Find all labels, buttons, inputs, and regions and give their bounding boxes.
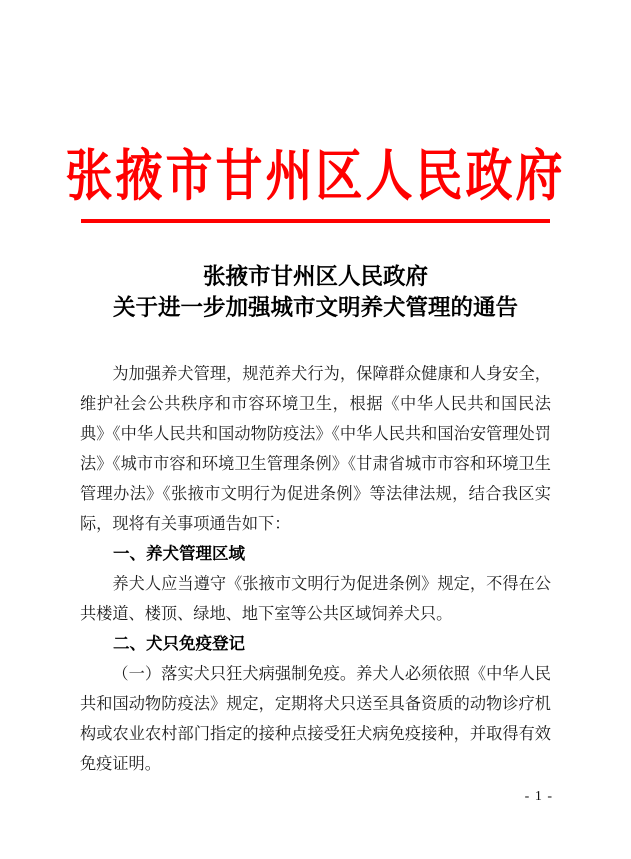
- section-1-paragraph: 养犬人应当遵守《张掖市文明行为促进条例》规定，不得在公共楼道、楼顶、绿地、地下室等公共区域饲养犬只。: [80, 575, 551, 623]
- intro-paragraph: 为加强养犬管理，规范养犬行为，保障群众健康和人身安全，维护社会公共秩序和市容环境卫生，根据《中华人民共和国民法典》《中华人民共和国动物防疫法》《中华人民共和国治安管理处罚法》《城市市容和环境卫生管理条例》《甘肃省城市市容和环境卫生管理办法》《张掖市文明行为促进条例》等法律法规，结合我区实际，现将有关事项通告如下：: [80, 365, 551, 533]
- letterhead-separator-line: [81, 219, 550, 223]
- document-title: [60, 261, 571, 323]
- section-2-heading: 二、犬只免疫登记: [113, 635, 245, 653]
- letterhead-org-name: 张掖市甘州区人民政府: [65, 146, 566, 208]
- page-number: - 1 -: [524, 789, 553, 804]
- document-body: [80, 359, 551, 779]
- section-2-paragraph: （一）落实犬只狂犬病强制免疫。养犬人必须依照《中华人民共和国动物防疫法》规定，定期将犬只送至具备资质的动物诊疗机构或农业农村部门指定的接种点接受狂犬病免疫接种，并取得有效免疫证明。: [80, 665, 551, 773]
- document-title-line2: 关于进一步加强城市文明养犬管理的通告: [112, 295, 518, 320]
- document-title-line1: 张掖市甘州区人民政府: [202, 264, 428, 289]
- section-1-heading: 一、养犬管理区域: [113, 545, 245, 563]
